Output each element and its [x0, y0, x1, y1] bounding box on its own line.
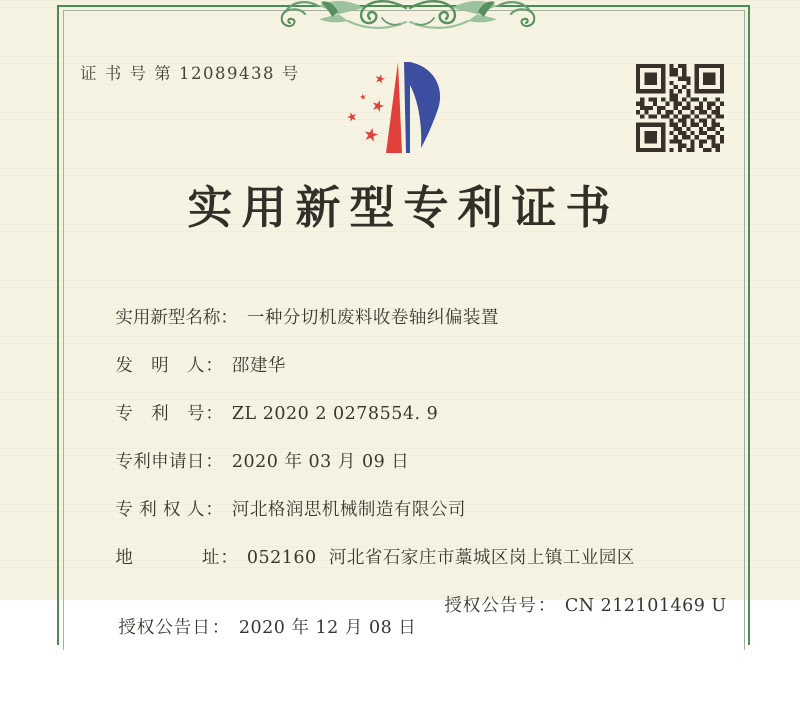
certificate-number: 证 书 号 第 12089438 号 — [80, 64, 300, 83]
field-row-invention-name — [82, 285, 760, 333]
certificate-footer — [82, 573, 760, 705]
field-row-patent-number — [82, 381, 760, 429]
field-colon: ： — [205, 404, 223, 424]
logo-blue-bowl — [410, 62, 440, 148]
field-colon: ： — [537, 596, 556, 616]
field-label: 地址 — [115, 548, 220, 568]
field-label: 发明人 — [115, 356, 205, 376]
field-label: 专利申请日 — [115, 452, 205, 472]
field-colon: ： — [211, 618, 230, 638]
field-colon: ： — [220, 308, 238, 328]
field-colon: ： — [205, 356, 223, 376]
grant-number-label: 授权公告号 — [444, 596, 537, 616]
cnipa-logo-icon — [335, 52, 450, 164]
field-value: 2020 年 03 月 09 日 — [231, 452, 410, 472]
field-value: 052160 河北省石家庄市藁城区岗上镇工业园区 — [246, 548, 635, 568]
grant-number-pair — [408, 573, 727, 639]
field-label: 实用新型名称 — [115, 308, 221, 328]
grant-number-value: CN 212101469 U — [564, 596, 727, 616]
grant-date-pair — [82, 618, 416, 660]
logo-blue-bar — [404, 62, 410, 153]
field-row-address — [82, 525, 760, 573]
star-icon — [363, 127, 379, 143]
field-colon: ： — [205, 500, 223, 520]
field-value: ZL 2020 2 0278554. 9 — [231, 404, 439, 424]
certificate-fields — [82, 285, 760, 573]
qr-code — [636, 64, 724, 152]
certificate-title: 实用新型专利证书 — [187, 181, 620, 234]
grant-date-label: 授权公告日 — [118, 618, 211, 638]
star-icon — [359, 93, 366, 100]
star-icon — [371, 98, 386, 112]
field-label: 专利权人 — [115, 500, 205, 520]
logo-stars — [346, 73, 386, 142]
field-colon: ： — [220, 548, 238, 568]
grant-date-value: 2020 年 12 月 08 日 — [238, 618, 417, 638]
flourish-ornament-icon — [278, 0, 538, 36]
field-value: 一种分切机废料收卷轴纠偏装置 — [246, 308, 499, 328]
field-colon: ： — [205, 452, 223, 472]
logo-red-wedge — [386, 62, 402, 153]
field-row-inventor — [82, 333, 760, 381]
star-icon — [346, 111, 358, 123]
field-value: 邵建华 — [231, 356, 286, 376]
star-icon — [374, 73, 386, 84]
field-label: 专利号 — [115, 404, 205, 424]
field-value: 河北格润思机械制造有限公司 — [231, 500, 466, 520]
field-row-filing-date — [82, 429, 760, 477]
field-row-patentee — [82, 477, 760, 525]
